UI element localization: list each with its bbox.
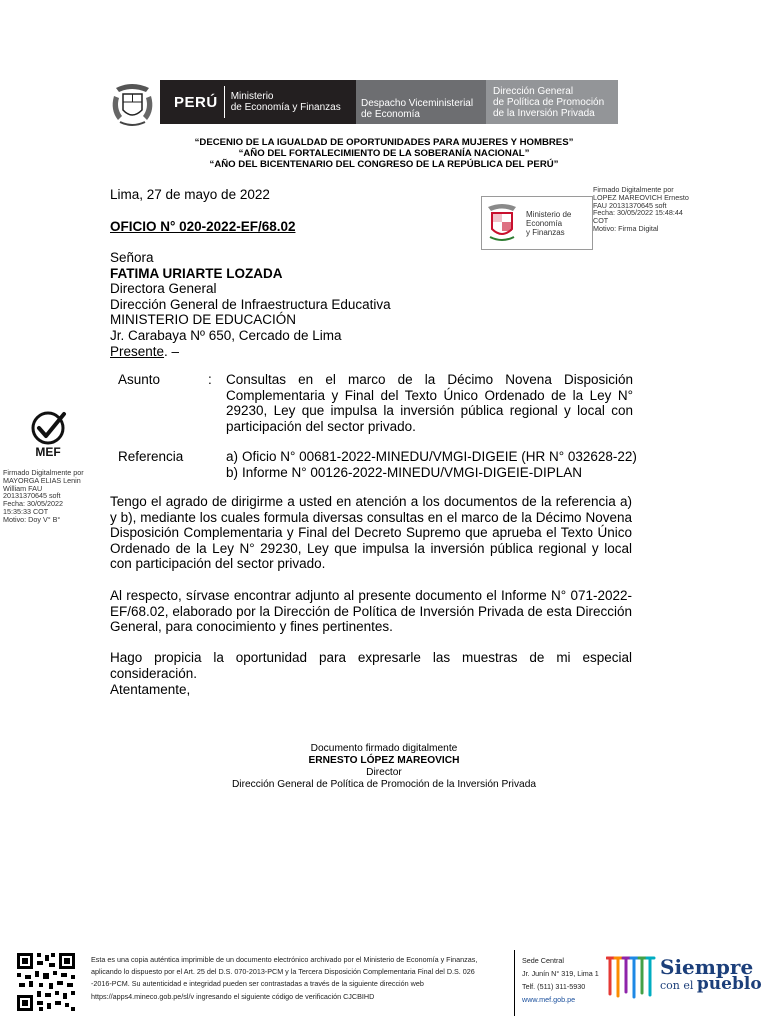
presente-suffix: . – <box>164 343 180 359</box>
direccion-line3: de la Inversión Privada <box>493 108 595 119</box>
stamp-line2: LOPEZ MAREOVICH Ernesto <box>593 192 689 202</box>
direccion-block <box>486 80 618 124</box>
brand-separator <box>224 86 225 118</box>
despacho-line1: Despacho Viceministerial <box>361 98 474 109</box>
mef-signature-text <box>3 469 108 524</box>
mef-sign-line5: Fecha: 30/05/2022 <box>3 499 63 509</box>
referencia-label: Referencia <box>118 449 184 464</box>
recipient-presente <box>110 344 391 360</box>
direccion-line2: de Política de Promoción <box>493 97 605 108</box>
place-date: Lima, 27 de mayo de 2022 <box>110 187 270 202</box>
footer-authenticity-note <box>91 954 509 1003</box>
signature-stamp-logo <box>481 196 593 250</box>
footer-line3: -2016-PCM. Su autenticidad e integridad pueden ser contrastadas a través de la siguiente dirección web <box>91 979 424 989</box>
body-paragraph-3: Hago propicia la oportunidad para expresarle las muestras de mi especial consideración. <box>110 650 632 681</box>
mef-sign-line6: 15:35:33 COT <box>3 506 49 516</box>
firma-name: ERNESTO LÓPEZ MAREOVICH <box>308 755 460 766</box>
stamp-line5: COT <box>593 216 609 226</box>
signature-block <box>110 743 658 791</box>
ministerio-line2: de Economía y Finanzas <box>230 102 341 113</box>
recipient-name: FATIMA URIARTE LOZADA <box>110 265 283 281</box>
stamp-ministerio-line3: y Finanzas <box>526 227 565 237</box>
siempre-con-el-pueblo-logo-icon <box>606 952 660 1000</box>
referencia-item <box>226 465 637 481</box>
decenio-heading <box>110 137 658 170</box>
pueblo-word: pueblo <box>696 974 762 994</box>
decenio-line2: “AÑO DEL FORTALECIMIENTO DE LA SOBERANÍA NACIONAL” <box>238 148 530 159</box>
firma-office: Dirección General de Política de Promoción de la Inversión Privada <box>231 779 537 790</box>
footer-divider <box>514 950 515 1016</box>
sede-address: Jr. Junín N° 319, Lima 1 <box>522 969 599 978</box>
con-el-words: con el <box>660 979 694 992</box>
referencia-list <box>226 449 637 480</box>
footer-line2: aplicando lo dispuesto por el Art. 25 del D.S. 070-2013-PCM y la Tercera Disposición Complementaria Final del D.S. 026 <box>91 967 475 977</box>
decenio-line1: “DECENIO DE LA IGUALDAD DE OPORTUNIDADES PARA MUJERES Y HOMBRES” <box>194 137 574 148</box>
recipient-salutation: Señora <box>110 250 154 265</box>
siempre-con-el-pueblo-text <box>660 957 762 993</box>
peru-wordmark: PERÚ <box>174 93 218 111</box>
sede-central-block <box>522 954 599 1006</box>
footer-line4: https://apps4.mineco.gob.pe/sl/v ingresando el siguiente código de verificación CJCBIHD <box>91 991 375 1001</box>
body-paragraph-2: Al respecto, sírvase encontrar adjunto al presente documento el Informe N° 071-2022-EF/68.02, elaborado por la Dirección de Política de Inversión Privada de esta Dirección General, para conocimiento y fines pertinentes. <box>110 588 632 635</box>
firma-title: Director <box>366 767 402 778</box>
firma-note: Documento firmado digitalmente <box>310 743 458 754</box>
stamp-ministerio-line1: Ministerio de <box>526 209 572 219</box>
ministerio-line1: Ministerio <box>230 91 274 102</box>
sede-website-link[interactable]: www.mef.gob.pe <box>522 995 576 1004</box>
peru-coat-of-arms-icon <box>110 80 155 130</box>
sede-phone: Telf. (511) 311-5930 <box>522 982 586 991</box>
recipient-address: Jr. Carabaya Nº 650, Cercado de Lima <box>110 327 342 343</box>
asunto-colon: : <box>208 372 212 387</box>
decenio-line3: “AÑO DEL BICENTENARIO DEL CONGRESO DE LA REPÚBLICA DEL PERÚ” <box>209 159 559 170</box>
despacho-line2: de Economía <box>361 109 420 120</box>
qr-code-icon <box>15 951 77 1013</box>
mef-sign-line2: MAYORGA ELIAS Lenin <box>3 475 81 485</box>
stamp-line3: FAU 20131370645 soft <box>593 200 667 210</box>
stamp-line1: Firmado Digitalmente por <box>593 185 674 194</box>
stamp-ministerio-line2: Economía <box>526 218 563 228</box>
referencia-item-text: Informe N° 00126-2022-MINEDU/VMGI-DIGEIE-DIPLAN <box>242 464 582 480</box>
siempre-word: Siempre <box>660 955 754 979</box>
mef-seal-icon <box>30 410 70 462</box>
referencia-item-key: b) <box>226 464 239 480</box>
referencia-item-text: Oficio N° 00681-2022-MINEDU/VMGI-DIGEIE (HR N° 032628-22) <box>242 449 637 464</box>
peru-brand-block <box>160 80 356 124</box>
recipient-ministry: MINISTERIO DE EDUCACIÓN <box>110 312 297 328</box>
mef-sign-line1: Firmado Digitalmente por <box>3 468 84 477</box>
mef-sign-line4: 20131370645 soft <box>3 491 61 501</box>
recipient-block <box>110 250 391 359</box>
mef-sign-line3: William FAU <box>3 483 43 493</box>
presente-word: Presente <box>110 343 165 359</box>
referencia-item-key: a) <box>226 449 239 464</box>
direccion-line1: Dirección General <box>493 86 574 97</box>
recipient-office: Dirección General de Infraestructura Educativa <box>110 296 391 312</box>
peru-shield-icon <box>482 201 522 245</box>
referencia-item <box>226 449 637 465</box>
despacho-block <box>356 80 486 124</box>
signature-stamp-text <box>593 186 713 233</box>
mef-sign-line7: Motivo: Doy V° B° <box>3 514 61 524</box>
footer-line1: Esta es una copia auténtica imprimible de un documento electrónico archivado por el Ministerio de Economía y Finanzas, <box>91 955 478 964</box>
sede-title: Sede Central <box>522 956 564 965</box>
stamp-line6: Motivo: Firma Digital <box>593 223 659 233</box>
body-paragraph-1: Tengo el agrado de dirigirme a usted en atención a los documentos de la referencia a) y b), mediante los cuales formula diversas consultas en el marco de la Décimo Novena Disposición Complementaria y Final del Decreto Supremo que aprueba el Texto Único Ordenado de la Ley N° 29230, Ley que impulsa la inversión pública regional y local con participación del sector privado. <box>110 494 632 572</box>
stamp-line4: Fecha: 30/05/2022 15:48:44 <box>593 208 683 218</box>
con-el-pueblo <box>660 974 762 994</box>
mef-seal-label: MEF <box>35 445 61 459</box>
asunto-text: Consultas en el marco de la Décimo Novena Disposición Complementaria y Final del Texto Único Ordenado de la Ley N° 29230, Ley que impulsa la inversión pública regional y local con participación del sector privado. <box>226 372 633 434</box>
recipient-position: Directora General <box>110 281 217 297</box>
oficio-number: OFICIO N° 020-2022-EF/68.02 <box>110 219 296 234</box>
closing-salutation: Atentamente, <box>110 682 191 697</box>
ministerio-label <box>231 91 341 113</box>
asunto-label: Asunto <box>118 372 161 387</box>
